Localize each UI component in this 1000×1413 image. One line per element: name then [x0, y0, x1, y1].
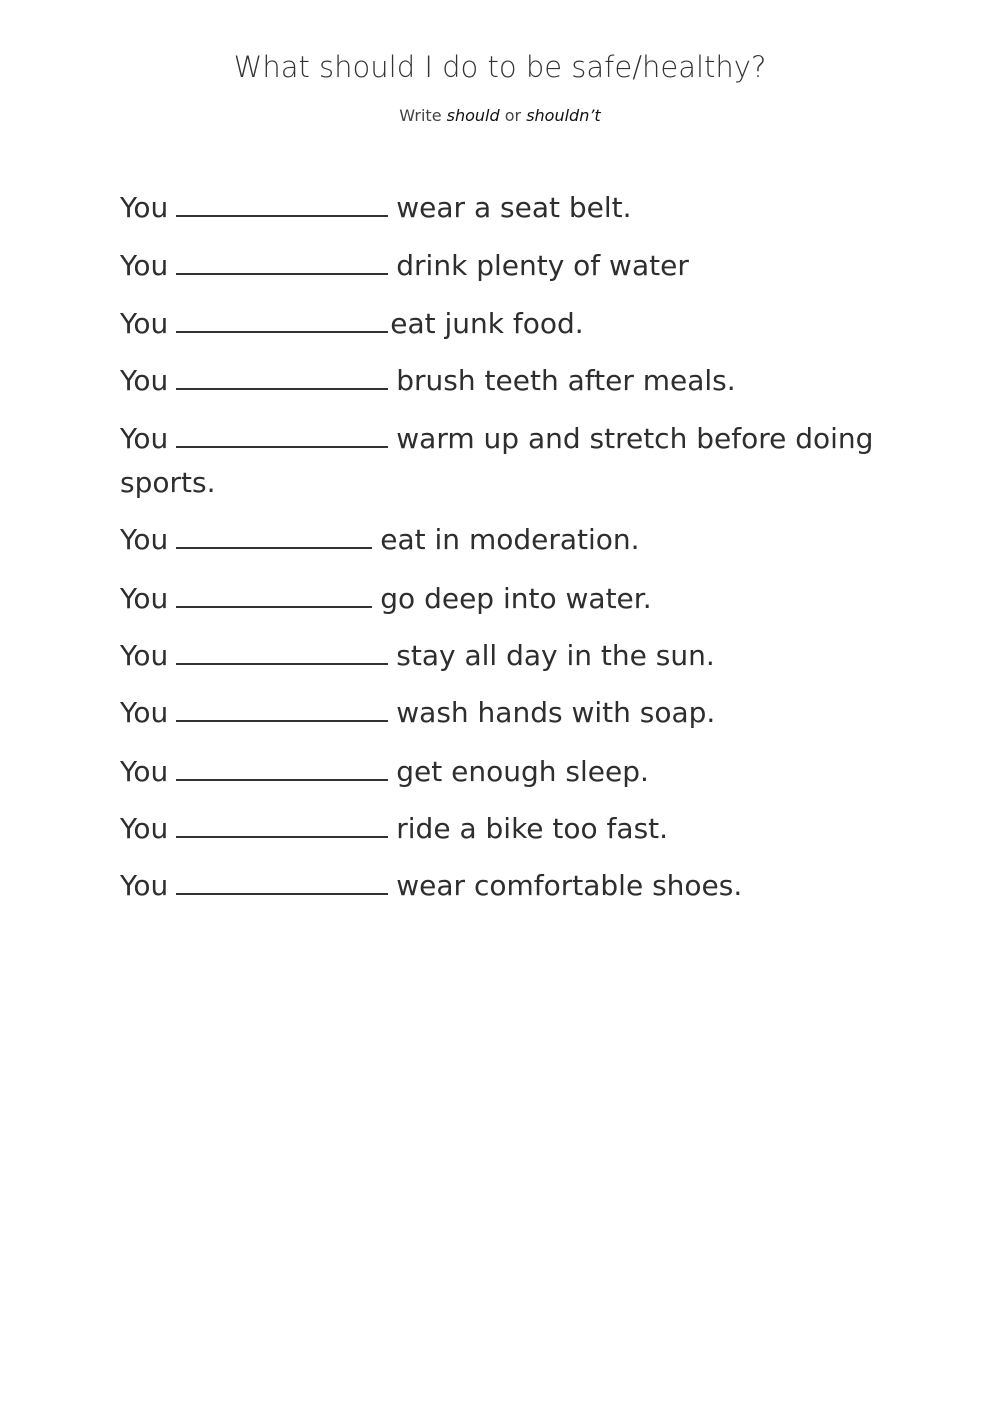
answer-blank[interactable]: [176, 637, 388, 665]
answer-blank[interactable]: [176, 694, 388, 722]
item-subject: You: [120, 812, 169, 845]
item-text: go deep into water.: [380, 582, 652, 615]
answer-blank[interactable]: [176, 867, 388, 895]
answer-blank[interactable]: [176, 305, 388, 333]
answer-blank[interactable]: [176, 753, 388, 781]
item-text: wear a seat belt.: [396, 191, 632, 224]
item-subject: You: [120, 755, 169, 788]
worksheet-instruction: [0, 106, 1000, 125]
exercise-item: [120, 634, 880, 678]
item-subject: You: [120, 307, 169, 340]
item-text: wash hands with soap.: [396, 696, 716, 729]
item-subject: You: [120, 422, 169, 455]
exercise-item: [120, 577, 880, 621]
item-text: ride a bike too fast.: [396, 812, 669, 845]
answer-blank[interactable]: [176, 362, 388, 390]
worksheet-title: What should I do to be safe/healthy?: [233, 50, 767, 84]
exercise-item: [120, 302, 880, 346]
instruction-middle: or: [499, 106, 527, 125]
item-text: drink plenty of water: [396, 249, 689, 282]
answer-blank[interactable]: [176, 420, 388, 448]
instruction-word-shouldnt: shouldn’t: [526, 106, 601, 125]
item-subject: You: [120, 191, 169, 224]
exercise-item: [120, 691, 880, 735]
instruction-prefix: Write: [399, 106, 447, 125]
item-subject: You: [120, 869, 169, 902]
answer-blank[interactable]: [176, 189, 388, 217]
exercise-item: [120, 417, 880, 505]
answer-blank[interactable]: [176, 521, 372, 549]
answer-blank[interactable]: [176, 247, 388, 275]
item-subject: You: [120, 696, 169, 729]
exercise-item: [120, 518, 880, 562]
item-text: get enough sleep.: [396, 755, 649, 788]
item-subject: You: [120, 249, 169, 282]
answer-blank[interactable]: [176, 580, 372, 608]
item-text: warm up and stretch before doing sports.: [120, 422, 874, 499]
item-text: eat in moderation.: [380, 523, 640, 556]
exercise-item: [120, 750, 880, 794]
exercise-item: [120, 807, 880, 851]
item-subject: You: [120, 523, 169, 556]
item-subject: You: [120, 364, 169, 397]
item-subject: You: [120, 582, 169, 615]
instruction-word-should: should: [446, 106, 500, 125]
item-text: brush teeth after meals.: [396, 364, 736, 397]
item-text: wear comfortable shoes.: [396, 869, 743, 902]
exercise-item: [120, 186, 880, 230]
item-text: stay all day in the sun.: [396, 639, 715, 672]
exercise-item: [120, 244, 880, 288]
item-subject: You: [120, 639, 169, 672]
exercise-item: [120, 359, 880, 403]
exercise-item: [120, 864, 880, 908]
answer-blank[interactable]: [176, 810, 388, 838]
item-text: eat junk food.: [390, 307, 584, 340]
